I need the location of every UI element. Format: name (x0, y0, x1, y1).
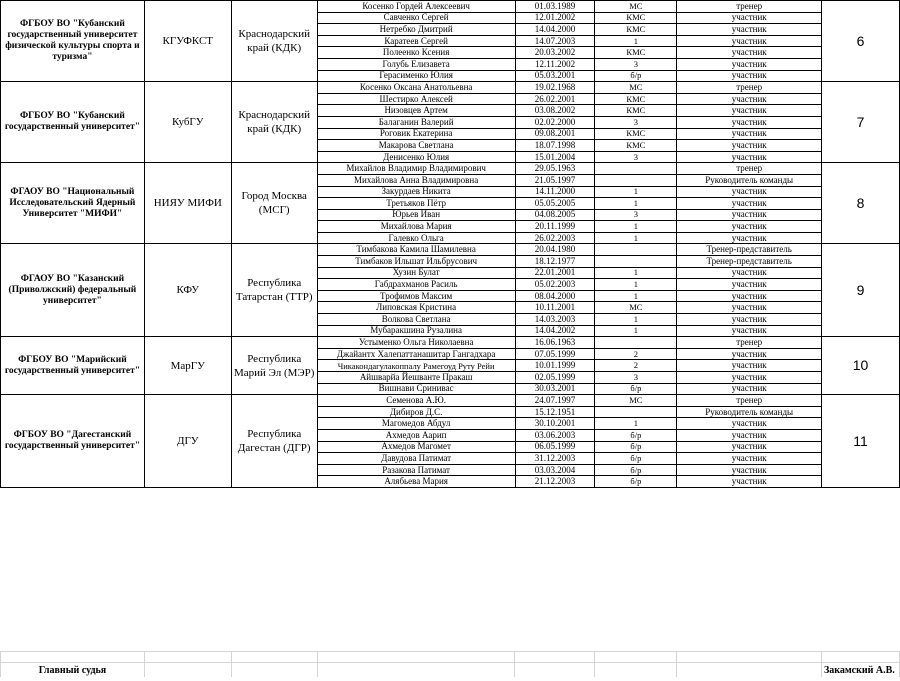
birth-date-cell[interactable]: 30.10.2001 (515, 418, 595, 430)
birth-date-cell[interactable]: 20.11.1999 (515, 221, 595, 233)
participant-name-cell[interactable]: Закурдаев Никита (317, 186, 515, 198)
birth-date-cell[interactable]: 10.01.1999 (515, 360, 595, 372)
participant-name-cell[interactable]: Полеенко Ксения (317, 47, 515, 59)
participant-name-cell[interactable]: Магомедов Абдул (317, 418, 515, 430)
sport-rank-cell[interactable]: 3 (595, 372, 677, 384)
participant-name-cell[interactable]: Тимбакова Камила Шамилевна (317, 244, 515, 256)
participant-name-cell[interactable]: Михайлова Мария (317, 221, 515, 233)
participant-name-cell[interactable]: Савченко Сергей (317, 12, 515, 24)
sport-rank-cell[interactable]: КМС (595, 24, 677, 36)
table-row (1, 1, 900, 13)
participant-name-cell[interactable]: Липовская Кристина (317, 302, 515, 314)
sport-rank-cell[interactable]: б/р (595, 476, 677, 488)
region-cell[interactable]: Республика Татарстан (ТТР) (231, 244, 317, 337)
participant-name-cell[interactable]: Шестирко Алексей (317, 93, 515, 105)
birth-date-cell[interactable]: 14.03.2003 (515, 314, 595, 326)
place-cell[interactable]: 9 (822, 244, 900, 337)
table-row (1, 395, 900, 407)
role-cell[interactable]: участник (677, 93, 822, 105)
sport-rank-cell[interactable]: 1 (595, 314, 677, 326)
sport-rank-cell[interactable]: КМС (595, 12, 677, 24)
birth-date-cell[interactable]: 05.05.2005 (515, 198, 595, 210)
role-cell[interactable]: участник (677, 348, 822, 360)
birth-date-cell[interactable]: 14.07.2003 (515, 35, 595, 47)
participant-name-cell[interactable]: Ахмедов Аарип (317, 429, 515, 441)
place-cell[interactable]: 7 (822, 82, 900, 163)
participant-name-cell[interactable]: Голубь Елизавета (317, 58, 515, 70)
sport-rank-cell[interactable]: б/р (595, 441, 677, 453)
sport-rank-cell[interactable] (595, 163, 677, 175)
participant-name-cell[interactable]: Галевко Ольга (317, 232, 515, 244)
role-cell[interactable]: участник (677, 429, 822, 441)
role-cell[interactable]: участник (677, 209, 822, 221)
role-cell[interactable]: участник (677, 360, 822, 372)
role-cell[interactable]: тренер (677, 395, 822, 407)
participant-name-cell[interactable]: Третьяков Пётр (317, 198, 515, 210)
role-cell[interactable]: участник (677, 314, 822, 326)
sport-rank-cell[interactable] (595, 337, 677, 349)
sport-rank-cell[interactable]: 1 (595, 35, 677, 47)
birth-date-cell[interactable]: 03.06.2003 (515, 429, 595, 441)
org-abbr-cell[interactable]: КФУ (144, 244, 231, 337)
birth-date-cell[interactable]: 31.12.2003 (515, 453, 595, 465)
role-cell[interactable]: участник (677, 24, 822, 36)
birth-date-cell[interactable]: 14.11.2000 (515, 186, 595, 198)
birth-date-cell[interactable]: 15.01.2004 (515, 151, 595, 163)
place-cell[interactable]: 11 (822, 395, 900, 488)
org-name-cell[interactable]: ФГБОУ ВО "Марийский государственный университет" (1, 337, 145, 395)
birth-date-cell[interactable]: 05.02.2003 (515, 279, 595, 291)
role-cell[interactable]: тренер (677, 337, 822, 349)
birth-date-cell[interactable]: 14.04.2002 (515, 325, 595, 337)
participant-name-cell[interactable]: Низовцев Артем (317, 105, 515, 117)
role-cell[interactable]: участник (677, 151, 822, 163)
participant-name-cell[interactable]: Чикакондагулакоппалу Рамегоуд Руту Рейи (317, 360, 515, 372)
sport-rank-cell[interactable]: МС (595, 395, 677, 407)
sport-rank-cell[interactable]: 1 (595, 325, 677, 337)
participant-name-cell[interactable]: Юрьев Иван (317, 209, 515, 221)
birth-date-cell[interactable]: 26.02.2003 (515, 232, 595, 244)
role-cell[interactable]: участник (677, 198, 822, 210)
role-cell[interactable]: участник (677, 476, 822, 488)
table-row (1, 337, 900, 349)
results-body (1, 1, 900, 488)
role-cell[interactable]: участник (677, 418, 822, 430)
birth-date-cell[interactable]: 03.08.2002 (515, 105, 595, 117)
participant-name-cell[interactable]: Косенко Оксана Анатольевна (317, 82, 515, 94)
birth-date-cell[interactable]: 02.05.1999 (515, 372, 595, 384)
role-cell[interactable]: участник (677, 232, 822, 244)
role-cell[interactable]: Руководитель команды (677, 406, 822, 418)
birth-date-cell[interactable]: 24.07.1997 (515, 395, 595, 407)
birth-date-cell[interactable]: 21.12.2003 (515, 476, 595, 488)
sport-rank-cell[interactable]: 1 (595, 267, 677, 279)
participant-name-cell[interactable]: Дибиров Д.С. (317, 406, 515, 418)
sport-rank-cell[interactable]: б/р (595, 453, 677, 465)
sport-rank-cell[interactable]: 1 (595, 221, 677, 233)
role-cell[interactable]: тренер (677, 82, 822, 94)
birth-date-cell[interactable]: 03.03.2004 (515, 464, 595, 476)
sport-rank-cell[interactable]: 1 (595, 290, 677, 302)
role-cell[interactable]: участник (677, 128, 822, 140)
footer (0, 651, 900, 681)
role-cell[interactable]: участник (677, 290, 822, 302)
birth-date-cell[interactable]: 12.01.2002 (515, 12, 595, 24)
birth-date-cell[interactable]: 29.05.1963 (515, 163, 595, 175)
role-cell[interactable]: участник (677, 221, 822, 233)
org-abbr-cell[interactable]: МарГУ (144, 337, 231, 395)
birth-date-cell[interactable]: 18.12.1977 (515, 256, 595, 268)
org-name-cell[interactable]: ФГАОУ ВО "Национальный Исследовательский Ядерный Университет "МИФИ" (1, 163, 145, 244)
org-abbr-cell[interactable]: КубГУ (144, 82, 231, 163)
sport-rank-cell[interactable]: 1 (595, 232, 677, 244)
participant-name-cell[interactable]: Денисенко Юлия (317, 151, 515, 163)
sport-rank-cell[interactable]: МС (595, 82, 677, 94)
participant-name-cell[interactable]: Волкова Светлана (317, 314, 515, 326)
participant-name-cell[interactable]: Ахмедов Магомет (317, 441, 515, 453)
birth-date-cell[interactable]: 07.05.1999 (515, 348, 595, 360)
role-cell[interactable]: участник (677, 70, 822, 82)
region-cell[interactable]: Краснодарский край (КДК) (231, 82, 317, 163)
chief-judge-name[interactable]: Закамский А.В. (821, 663, 899, 678)
participant-name-cell[interactable]: Роговик Екатерина (317, 128, 515, 140)
birth-date-cell[interactable]: 08.04.2000 (515, 290, 595, 302)
role-cell[interactable]: участник (677, 12, 822, 24)
region-cell[interactable]: Республика Дагестан (ДГР) (231, 395, 317, 488)
participant-name-cell[interactable]: Алябьева Мария (317, 476, 515, 488)
sport-rank-cell[interactable] (595, 244, 677, 256)
role-cell[interactable]: участник (677, 453, 822, 465)
sport-rank-cell[interactable]: 2 (595, 360, 677, 372)
sport-rank-cell[interactable]: 2 (595, 348, 677, 360)
participant-name-cell[interactable]: Айшварйа Йешванте Пракаш (317, 372, 515, 384)
sport-rank-cell[interactable]: КМС (595, 93, 677, 105)
participant-name-cell[interactable]: Тимбаков Ильшат Ильбрусович (317, 256, 515, 268)
sport-rank-cell[interactable]: КМС (595, 128, 677, 140)
birth-date-cell[interactable]: 18.07.1998 (515, 140, 595, 152)
sport-rank-cell[interactable]: МС (595, 302, 677, 314)
role-cell[interactable]: участник (677, 464, 822, 476)
role-cell[interactable]: участник (677, 383, 822, 395)
role-cell[interactable]: участник (677, 325, 822, 337)
org-abbr-cell[interactable]: КГУФКСТ (144, 1, 231, 82)
role-cell[interactable]: участник (677, 140, 822, 152)
table-row (1, 163, 900, 175)
birth-date-cell[interactable]: 14.04.2000 (515, 24, 595, 36)
role-cell[interactable]: участник (677, 58, 822, 70)
sport-rank-cell[interactable]: КМС (595, 140, 677, 152)
birth-date-cell[interactable]: 10.11.2001 (515, 302, 595, 314)
birth-date-cell[interactable]: 20.04.1980 (515, 244, 595, 256)
place-cell[interactable]: 8 (822, 163, 900, 244)
sport-rank-cell[interactable] (595, 406, 677, 418)
birth-date-cell[interactable]: 01.03.1989 (515, 1, 595, 13)
participant-name-cell[interactable]: Михайлова Анна Владимировна (317, 174, 515, 186)
birth-date-cell[interactable]: 12.11.2002 (515, 58, 595, 70)
sport-rank-cell[interactable]: 1 (595, 279, 677, 291)
org-abbr-cell[interactable]: ДГУ (144, 395, 231, 488)
sport-rank-cell[interactable]: 1 (595, 198, 677, 210)
birth-date-cell[interactable]: 09.08.2001 (515, 128, 595, 140)
role-cell[interactable]: тренер (677, 163, 822, 175)
birth-date-cell[interactable]: 16.06.1963 (515, 337, 595, 349)
birth-date-cell[interactable]: 15.12.1951 (515, 406, 595, 418)
role-cell[interactable]: участник (677, 116, 822, 128)
role-cell[interactable]: Руководитель команды (677, 174, 822, 186)
participant-name-cell[interactable]: Балаганин Валерий (317, 116, 515, 128)
sport-rank-cell[interactable]: 3 (595, 209, 677, 221)
role-cell[interactable]: участник (677, 372, 822, 384)
role-cell[interactable]: участник (677, 279, 822, 291)
participant-name-cell[interactable]: Хузин Булат (317, 267, 515, 279)
role-cell[interactable]: участник (677, 186, 822, 198)
birth-date-cell[interactable]: 30.03.2001 (515, 383, 595, 395)
participant-name-cell[interactable]: Михайлов Владимир Владимирович (317, 163, 515, 175)
role-cell[interactable]: участник (677, 47, 822, 59)
participant-name-cell[interactable]: Макарова Светлана (317, 140, 515, 152)
sport-rank-cell[interactable]: 3 (595, 116, 677, 128)
sport-rank-cell[interactable]: б/р (595, 429, 677, 441)
sport-rank-cell[interactable] (595, 174, 677, 186)
birth-date-cell[interactable]: 19.02.1968 (515, 82, 595, 94)
role-cell[interactable]: участник (677, 105, 822, 117)
org-abbr-cell[interactable]: НИЯУ МИФИ (144, 163, 231, 244)
table-row (1, 82, 900, 94)
sport-rank-cell[interactable]: 3 (595, 58, 677, 70)
participant-name-cell[interactable]: Мубаракшина Рузалина (317, 325, 515, 337)
role-cell[interactable]: Тренер-представитель (677, 244, 822, 256)
sport-rank-cell[interactable]: б/р (595, 70, 677, 82)
region-cell[interactable]: Город Москва (МСГ) (231, 163, 317, 244)
birth-date-cell[interactable]: 20.03.2002 (515, 47, 595, 59)
participant-name-cell[interactable]: Устыменко Ольга Николаевна (317, 337, 515, 349)
place-cell[interactable]: 10 (822, 337, 900, 395)
birth-date-cell[interactable]: 06.05.1999 (515, 441, 595, 453)
birth-date-cell[interactable]: 26.02.2001 (515, 93, 595, 105)
sport-rank-cell[interactable]: 1 (595, 186, 677, 198)
role-cell[interactable]: участник (677, 302, 822, 314)
sport-rank-cell[interactable]: МС (595, 1, 677, 13)
birth-date-cell[interactable]: 22.01.2001 (515, 267, 595, 279)
role-cell[interactable]: Тренер-представитель (677, 256, 822, 268)
birth-date-cell[interactable]: 02.02.2000 (515, 116, 595, 128)
org-name-cell[interactable]: ФГБОУ ВО "Дагестанский государственный университет" (1, 395, 145, 488)
table-row (1, 244, 900, 256)
birth-date-cell[interactable]: 05.03.2001 (515, 70, 595, 82)
org-name-cell[interactable]: ФГАОУ ВО "Казанский (Приволжский) федеральный университет" (1, 244, 145, 337)
participant-name-cell[interactable]: Семенова А.Ю. (317, 395, 515, 407)
role-cell[interactable]: тренер (677, 1, 822, 13)
participant-name-cell[interactable]: Джайантх Халепаттанашитар Гангадхара (317, 348, 515, 360)
sport-rank-cell[interactable] (595, 256, 677, 268)
participant-name-cell[interactable]: Вишнави Сринивас (317, 383, 515, 395)
participant-name-cell[interactable]: Трофимов Максим (317, 290, 515, 302)
participant-name-cell[interactable]: Габдрахманов Расиль (317, 279, 515, 291)
chief-judge-label[interactable]: Главный судья (1, 663, 145, 678)
participant-name-cell[interactable]: Разакова Патимат (317, 464, 515, 476)
participant-name-cell[interactable]: Каратеев Сергей (317, 35, 515, 47)
org-name-cell[interactable]: ФГБОУ ВО "Кубанский государственный университет физической культуры спорта и туризма" (1, 1, 145, 82)
participant-name-cell[interactable]: Давудова Патимат (317, 453, 515, 465)
region-cell[interactable]: Краснодарский край (КДК) (231, 1, 317, 82)
sport-rank-cell[interactable]: 1 (595, 418, 677, 430)
role-cell[interactable]: участник (677, 35, 822, 47)
sport-rank-cell[interactable]: 3 (595, 151, 677, 163)
sport-rank-cell[interactable]: б/р (595, 383, 677, 395)
sport-rank-cell[interactable]: КМС (595, 105, 677, 117)
participant-name-cell[interactable]: Герасименко Юлия (317, 70, 515, 82)
place-cell[interactable]: 6 (822, 1, 900, 82)
birth-date-cell[interactable]: 04.08.2005 (515, 209, 595, 221)
footer-table (0, 651, 900, 677)
region-cell[interactable]: Республика Марий Эл (МЭР) (231, 337, 317, 395)
role-cell[interactable]: участник (677, 441, 822, 453)
birth-date-cell[interactable]: 21.05.1997 (515, 174, 595, 186)
participant-name-cell[interactable]: Нетребко Дмитрий (317, 24, 515, 36)
sport-rank-cell[interactable]: КМС (595, 47, 677, 59)
participant-name-cell[interactable]: Косенко Гордей Алексеевич (317, 1, 515, 13)
role-cell[interactable]: участник (677, 267, 822, 279)
sport-rank-cell[interactable]: б/р (595, 464, 677, 476)
org-name-cell[interactable]: ФГБОУ ВО "Кубанский государственный университет" (1, 82, 145, 163)
